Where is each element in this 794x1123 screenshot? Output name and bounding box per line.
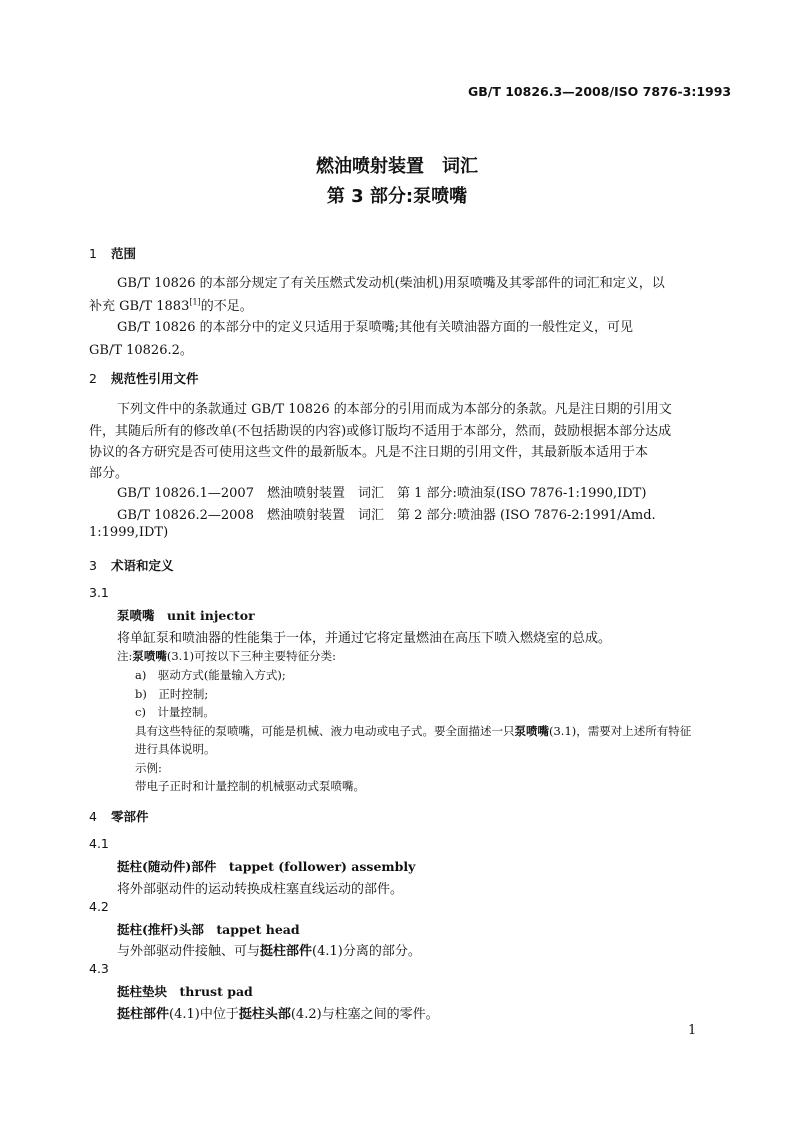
reference-1: GB/T 10826.1—2007 燃油喷射装置 词汇 第 1 部分:喷油泵(ISO 7876-1:1990,IDT) bbox=[117, 486, 647, 501]
term-tappet-head: 挺柱(推杆)头部 tappet head bbox=[117, 922, 300, 937]
definition-thrust-pad: 挺柱部件(4.1)中位于挺柱头部(4.2)与柱塞之间的零件。 bbox=[117, 1007, 439, 1022]
clause-4-1-number: 4.1 bbox=[89, 836, 109, 851]
list-item-c: c) 计量控制。 bbox=[135, 705, 215, 719]
section-1-para-1-line-1: GB/T 10826 的本部分规定了有关压燃式发动机(柴油机)用泵喷嘴及其零部件的词汇和定义，以 bbox=[117, 276, 665, 291]
section-2-line-4: 部分。 bbox=[89, 466, 129, 481]
document-subtitle: 第 3 部分:泵喷嘴 bbox=[326, 186, 468, 207]
page-number: 1 bbox=[688, 1023, 697, 1038]
definition-tappet-assembly: 将外部驱动件的运动转换成柱塞直线运动的部件。 bbox=[117, 882, 404, 897]
section-1-para-1-line-2: 补充 GB/T 1883[1]的不足。 bbox=[89, 297, 253, 314]
example-text: 带电子正时和计量控制的机械驱动式泵喷嘴。 bbox=[135, 779, 365, 793]
list-item-a: a) 驱动方式(能量输入方式); bbox=[135, 668, 286, 682]
term-tappet-assembly: 挺柱(随动件)部件 tappet (follower) assembly bbox=[117, 859, 416, 874]
reference-2-line-1: GB/T 10826.2—2008 燃油喷射装置 词汇 第 2 部分:喷油器 (ISO 7876-2:1991/Amd. bbox=[117, 508, 656, 523]
clause-3-1-number: 3.1 bbox=[89, 585, 109, 600]
clause-4-3-number: 4.3 bbox=[89, 961, 109, 976]
list-item-b: b) 正时控制; bbox=[135, 687, 209, 701]
standard-number: GB/T 10826.3—2008/ISO 7876-3:1993 bbox=[468, 84, 732, 99]
document-title: 燃油喷射装置 词汇 bbox=[316, 156, 478, 177]
definition-tappet-head: 与外部驱动件接触、可与挺柱部件(4.1)分离的部分。 bbox=[117, 944, 421, 959]
note-paragraph-line-1: 具有这些特征的泵喷嘴，可能是机械、液力电动或电子式。要全面描述一只泵喷嘴(3.1)，需要对上述所有特征 bbox=[135, 724, 692, 738]
section-2-line-1: 下列文件中的条款通过 GB/T 10826 的本部分的引用而成为本部分的条款。凡是注日期的引用文 bbox=[117, 402, 672, 417]
reference-2-line-2: 1:1999,IDT) bbox=[89, 525, 169, 540]
section-1-heading: 1 范围 bbox=[89, 246, 136, 261]
section-1-para-2-line-1: GB/T 10826 的本部分中的定义只适用于泵喷嘴;其他有关喷油器方面的一般性定义，可见 bbox=[117, 320, 633, 335]
section-2-line-2: 件，其随后所有的修改单(不包括勘误的内容)或修订版均不适用于本部分，然而，鼓励根据本部分达成 bbox=[89, 424, 672, 439]
section-2-line-3: 协议的各方研究是否可使用这些文件的最新版本。凡是不注日期的引用文件，其最新版本适用于本 bbox=[89, 445, 649, 460]
section-4-heading: 4 零部件 bbox=[89, 809, 149, 824]
note-3-1: 注:泵喷嘴(3.1)可按以下三种主要特征分类: bbox=[117, 649, 337, 663]
section-1-para-2-line-2: GB/T 10826.2。 bbox=[89, 343, 193, 358]
clause-4-2-number: 4.2 bbox=[89, 899, 109, 914]
term-unit-injector: 泵喷嘴 unit injector bbox=[117, 608, 255, 623]
term-thrust-pad: 挺柱垫块 thrust pad bbox=[117, 984, 253, 999]
note-paragraph-line-2: 进行具体说明。 bbox=[135, 742, 216, 756]
section-2-heading: 2 规范性引用文件 bbox=[89, 371, 199, 386]
definition-unit-injector: 将单缸泵和喷油器的性能集于一体，并通过它将定量燃油在高压下喷入燃烧室的总成。 bbox=[117, 631, 612, 646]
example-label: 示例: bbox=[135, 761, 162, 775]
section-3-heading: 3 术语和定义 bbox=[89, 558, 174, 573]
